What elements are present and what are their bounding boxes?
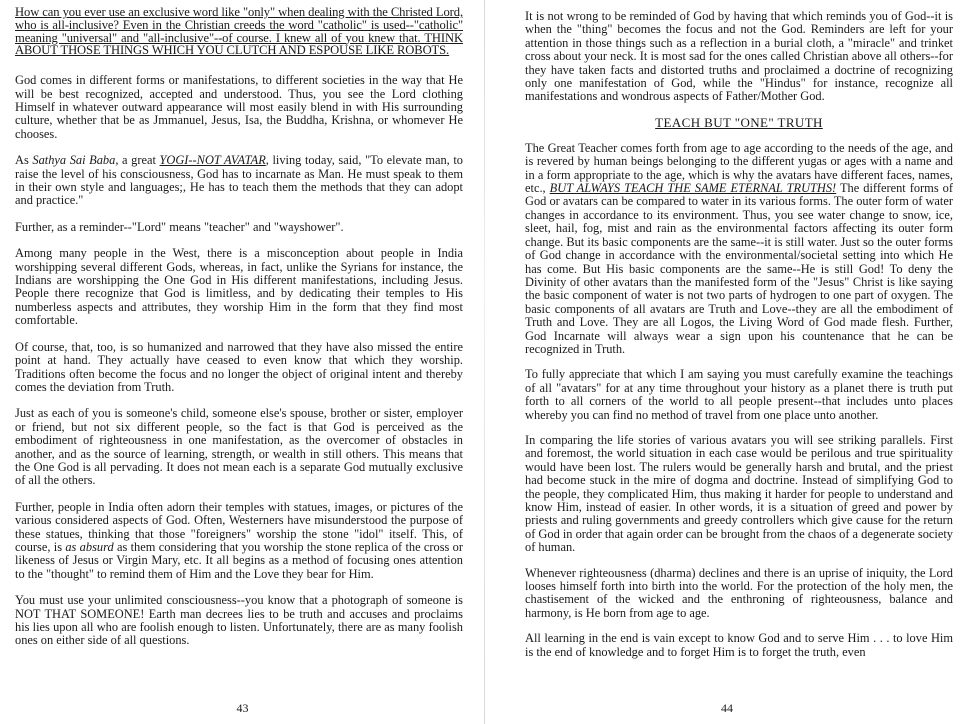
right-page [485,0,969,724]
lead-paragraph [15,6,463,57]
paragraph: God comes in different forms or manifestations, to different societies in the way that He will be best recognized, accepted and understood. Thus, you see the Lord clothing Himself in whatever outward appearance will most easily blend in with His surrounding culture, whether that be as Jmmanuel, Jesus, Isa, the Buddha, Krishna, or whomever He chooses. [15,73,463,141]
italic-emphasis: BUT ALWAYS TEACH THE SAME ETERNAL TRUTHS! [549,181,837,196]
paragraph: Whenever righteousness (dharma) declines and there is an uprise of iniquity, the Lord looses himself forth into birth into the world. For the protection of the holy men, the chastisement of the wicked and the enthroning of righteousness, balance and harmony, is He born from age to age. [525,565,953,620]
italic-emphasis: as absurd [65,539,114,554]
text-run: as them considering that you worship the stone replica of the cross or likeness of Jesus or Virgin Mary, etc. It all begins as a method of focusing ones attention to the "thought" to remind them of Him and the Love they bear for Him. [15,539,463,581]
text-run: As [15,153,33,168]
page-number: 44 [721,701,733,715]
paragraph: In comparing the life stories of various avatars you will see striking parallels. First and foremost, the world situation in each case would be perilous and true spirituality would have been lost. The rulers would be generally harsh and brutal, and the priest had become stuck in the mire of dogma and doctrine. Instead of simplifying God to the people, they complicated Him, thus making it harder for people to understand and know Him, instead of easier. In other words, it is a situation of greed and power by priests and ruling governments and greedy controllers which give cause for the return of God in order that again order can be brought from the chaos of a degenerate society of human. [525,432,953,555]
paragraph [15,501,463,581]
text-run: , a great [115,153,160,168]
paragraph: Further, as a reminder--"Lord" means "teacher" and "wayshower". [15,219,344,234]
lead-emphasis: THINK ABOUT THOSE THINGS WHICH YOU CLUTCH AND ESPOUSE LIKE ROBOTS. [15,30,463,58]
section-heading: TEACH BUT "ONE" TRUTH [655,114,823,130]
text-run: The Great Teacher comes forth from age to age according to the needs of the age, and is revered by human beings belonging to the different yugas or ages with a name and in a form appropriate to the age, which is why the avatars have different faces, names, etc., [525,140,953,196]
yogi-emphasis: YOGI--NOT AVATAR [159,153,266,168]
paragraph: Just as each of you is someone's child, someone else's spouse, brother or sister, employer or friend, but not six different people, so the fact is that God is perceived as the embodiment of righteousness in one manifestation, as the overcomer of obstacles in another, and as the source of learning, strength, or wealth in still others. This means that the One God is all pervading. It does not mean each is a separate God mutually exclusive of all the others. [15,406,463,488]
text-run: The different forms of God or avatars can be compared to water in its various forms. The outer form of water changes in accordance to its environment. Thus, you see water change to snow, ice, sleet, hail, fog, mist and rain as the environmental factors affecting its outer form change. But its basic components are the same--it is still water. Just so the outer forms of God change in accordance with the environmental/societal setting into which He has come. But His basic components are the same--He is still God! To deny the Divinity of other avatars than the manifested form of the "Jesus" Christ is like saying the basic component of water is not two parts of hydrogen to one part of oxygen. The basic components of all avatars are Truth and Love--they are all the embodiment of Truth and Love. They are all Logos, the Living Word of God made flesh. Further, God Incarnate will always wear a sign upon his countenance that he can be recognized in Truth. [525,181,953,356]
paragraph: All learning in the end is vain except to know God and to serve Him . . . to love Him is the end of knowledge and to forget Him is to forget the truth, even [525,631,953,659]
paragraph: It is not wrong to be reminded of God by having that which reminds you of God--it is when the "thing" becomes the focus and not the God. Reminders are left for your attention in those things such as a reflection in a burial cloth, a "miracle" and trinket cross about your neck. It is most sad for the ones called Christian above all others--for they have taken facts and distorted truths and proclaimed a doctrine of recognizing only one manifestation of God, while the "Hindus" for instance, recognize all manifestations and wondrous aspects of Father/Mother God. [525,9,953,104]
text-run: , living today, said, "To elevate man, to raise the level of his consciousness, God has to incarnate as Man. He must speak to them in their own style and languages;, He has to teach them the methods that they can adopt and practice." [15,153,463,208]
paragraph [525,142,953,357]
paragraph: Among many people in the West, there is a misconception about people in India worshipping several different Gods, whereas, in fact, unlike the Syrians for instance, the Indians are worshipping the One God in His different manifestations, including Jesus. People there recognize that God is limitless, and by dedicating their temples to His numberless aspects and attributes, they worship Him in the form that they find most comfortable. [15,246,463,328]
text-run: Further, people in India often adorn their temples with statues, images, or pictures of the various considered aspects of God. Often, Westerners have misunderstood the purpose of these statues, thinking that those "foreigners" worship the stone "idol" itself. This, of course, is [15,499,463,554]
name-italic: Sathya Sai Baba [32,153,116,168]
lead-text: How can you ever use an exclusive word like "only" when dealing with the Christed Lord, who is all-inclusive? Even in the Christian creeds the word "catholic" is used--"catholic" meaning "universal" and "all-inclusive"--of course. I knew all of you knew that. [15,5,463,45]
paragraph: To fully appreciate that which I am saying you must carefully examine the teachings of all "avatars" for at any time throughout your history as a planet there is truth put forth to all corners of the world to all people present--that includes unto places whereby you can find no method of travel from one place unto another. [525,367,953,422]
paragraph [15,154,463,208]
paragraph: Of course, that, too, is so humanized and narrowed that they have also missed the entire point at hand. They actually have ceased to even know that which they worship. Traditions often become the focus and no longer the object of original intent and thereby comes the deviation from Truth. [15,339,463,394]
page-number: 43 [236,701,249,715]
paragraph: You must use your unlimited consciousness--you know that a photograph of someone is NOT THAT SOMEONE! Earth man decrees lies to be truth and accuses and proclaims his lies upon all who are foolish enough to listen. Unfortunately, there are as many foolish ones on either side of all questions. [15,593,463,648]
